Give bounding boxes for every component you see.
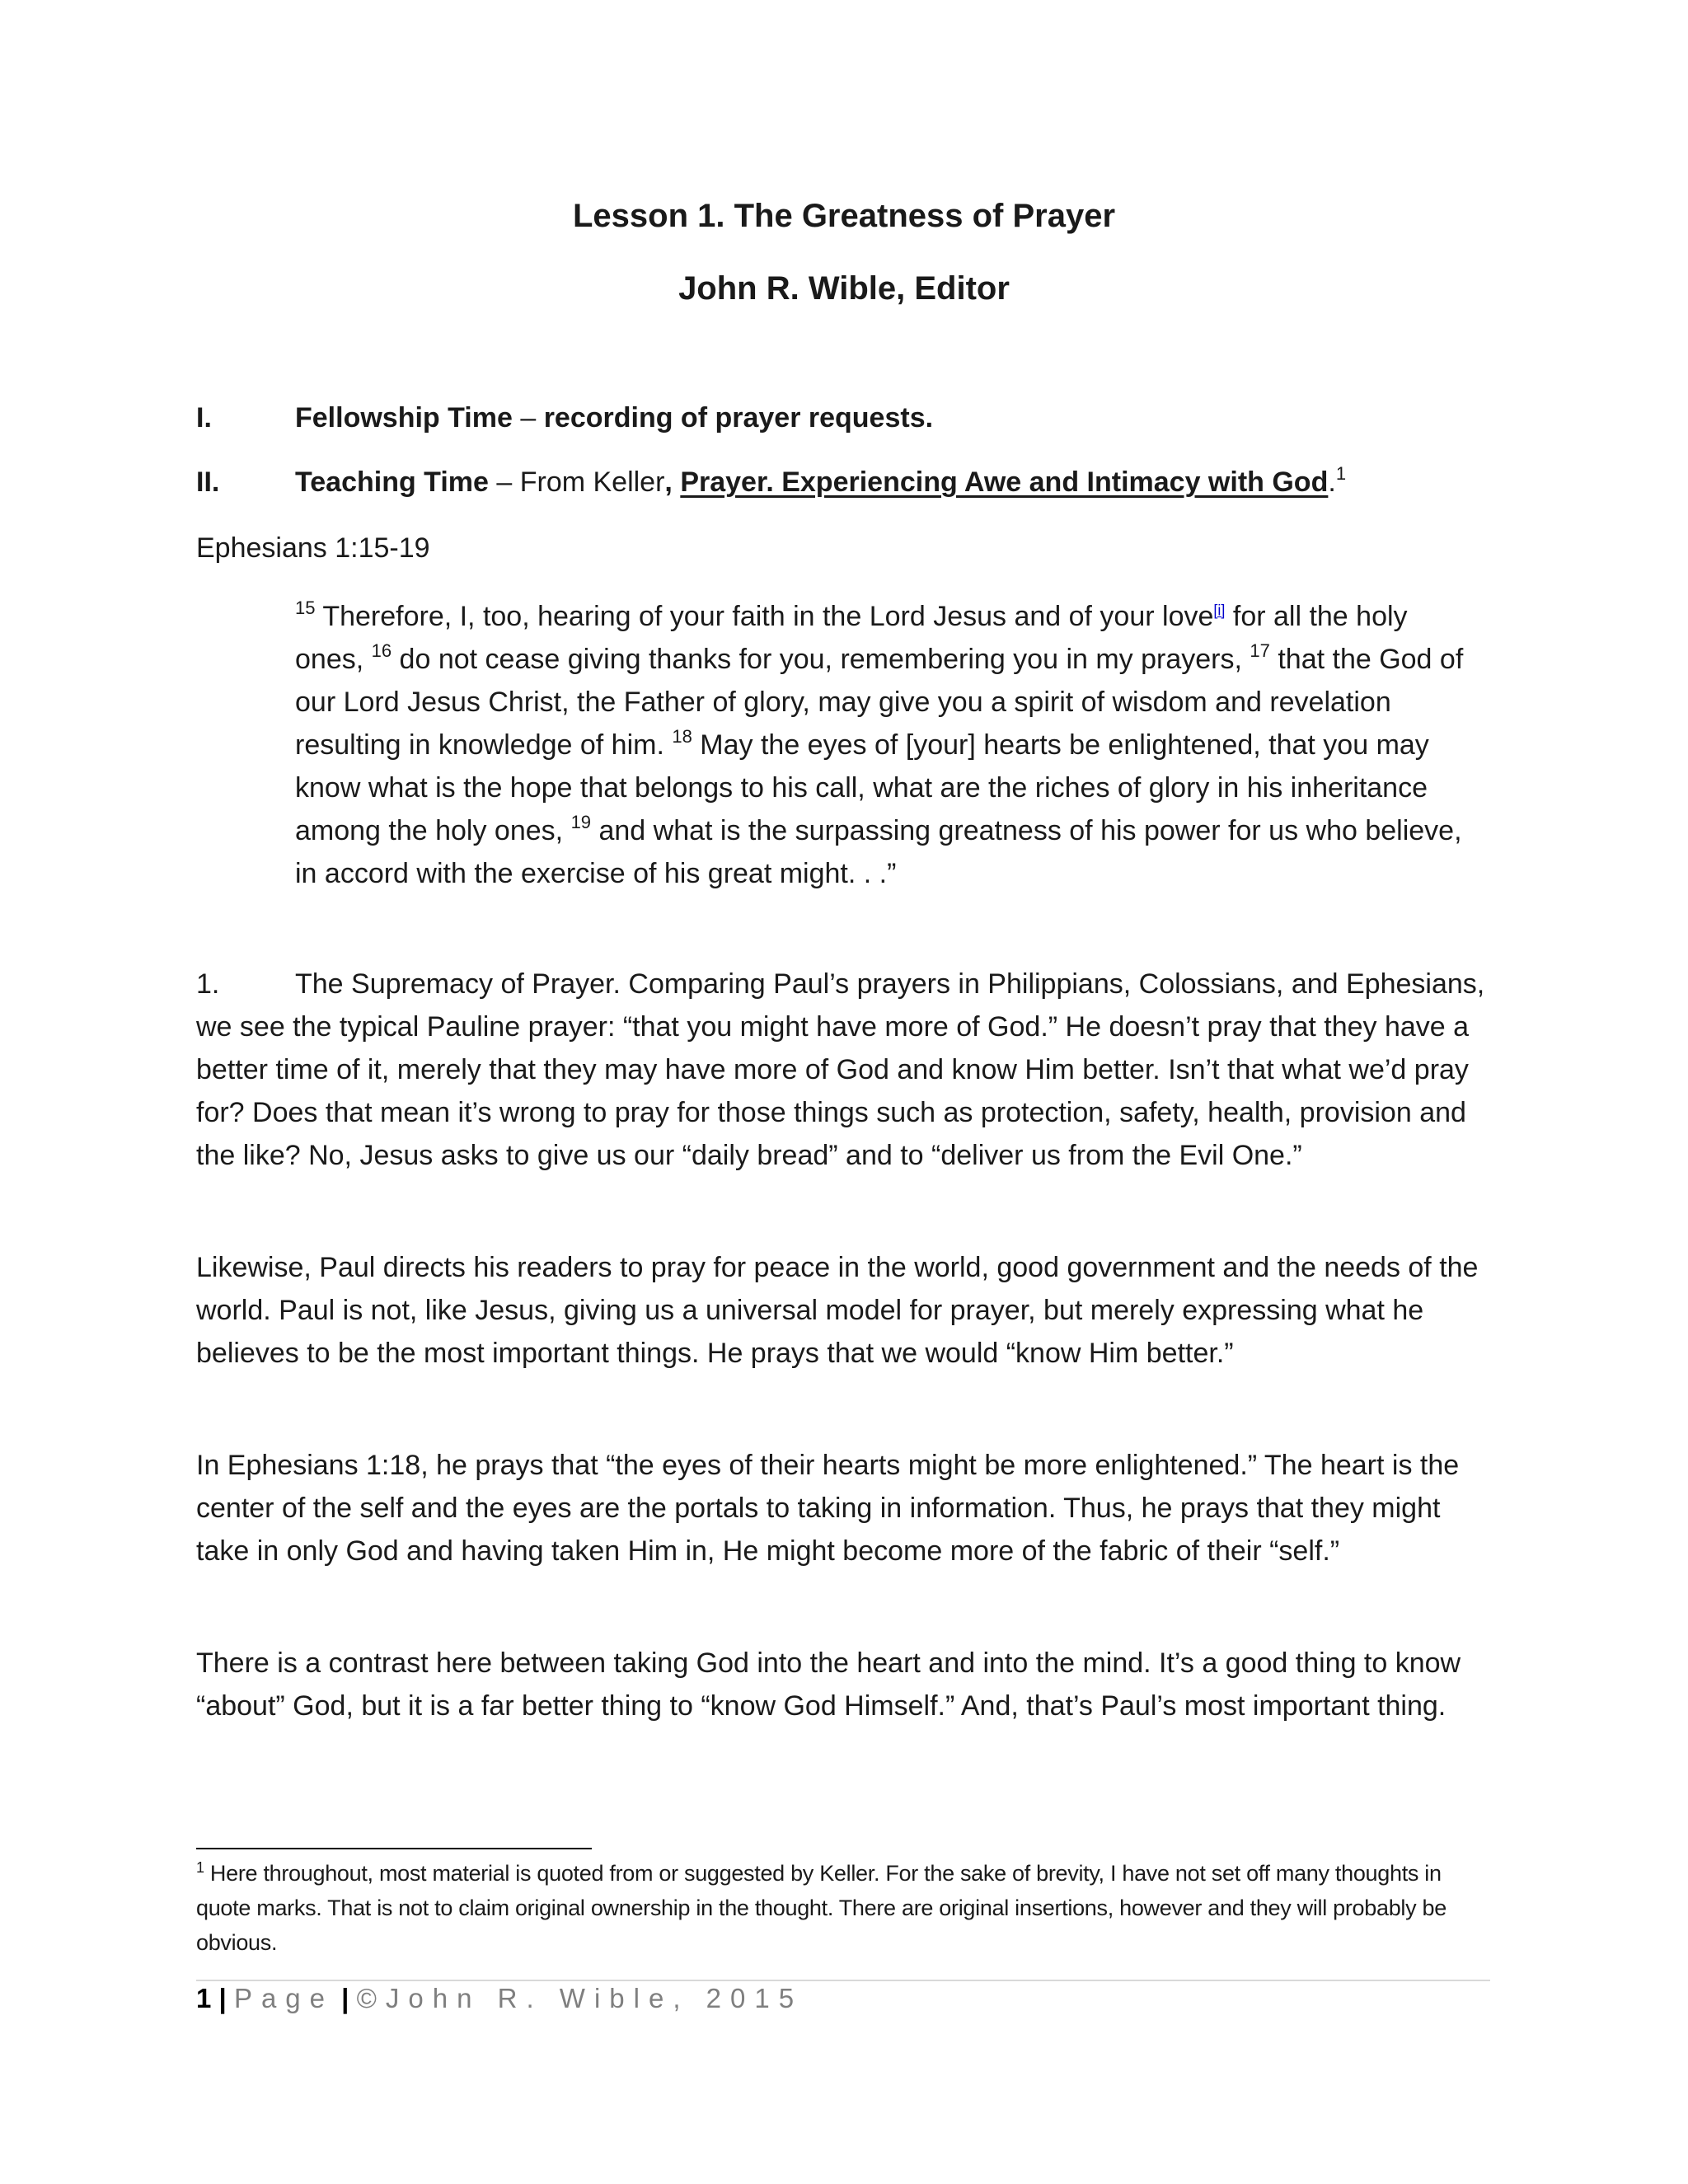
outline-label: Teaching Time	[295, 466, 489, 498]
verse-number: 15	[295, 597, 316, 618]
verse-number: 16	[371, 640, 392, 661]
paragraph-eyes-of-hearts: In Ephesians 1:18, he prays that “the eyes of their hearts might be more enlightened.” The heart is the center of the self and the eyes are the portals to taking in information. Thus, he prays that they might take in only God and having taken Him in, He might become more of the fabric of their “self.”	[196, 1450, 1460, 1567]
footnote-reference[interactable]: 1	[1335, 462, 1347, 484]
scripture-quote	[295, 595, 1482, 895]
page-label: Page	[233, 1983, 335, 2013]
copyright-notice: ©John R. Wible, 2015	[356, 1983, 804, 2013]
outline-source: – From Keller	[488, 466, 665, 498]
verse-number: 17	[1250, 640, 1270, 661]
paragraph-number: 1.	[196, 968, 220, 1000]
footer-separator: |	[211, 1983, 234, 2013]
paragraph-supremacy	[196, 963, 1489, 1177]
outline-detail: recording of prayer requests.	[543, 402, 934, 434]
endnote-link[interactable]: [i]	[1213, 602, 1226, 619]
verse-number: 18	[672, 725, 692, 747]
verse-text: Therefore, I, too, hearing of your faith in the Lord Jesus and of your love	[315, 601, 1214, 632]
editor-line: John R. Wible, Editor	[678, 270, 1010, 307]
scripture-reference: Ephesians 1:15-19	[196, 532, 430, 564]
footnote-text: Here throughout, most material is quoted from or suggested by Keller. For the sake of brevity, I have not set off many thoughts in quote marks. That is not to claim original ownership in the thought. There are original insertions, however and they will probably be obvious.	[196, 1861, 1447, 1955]
footnote	[196, 1856, 1490, 1960]
outline-period: .	[1328, 466, 1336, 498]
paragraph-contrast: There is a contrast here between taking God into the heart and into the mind. It’s a good thing to know “about” God, but it is a far better thing to “know God Himself.” And, that’s Paul’s most important thing.	[196, 1647, 1461, 1722]
outline-numeral: I.	[196, 402, 212, 434]
page-number: 1	[196, 1983, 212, 2013]
footer-separator: |	[334, 1983, 357, 2013]
lesson-title: Lesson 1. The Greatness of Prayer	[572, 198, 1116, 234]
paragraph-likewise: Likewise, Paul directs his readers to pray for peace in the world, good government and the needs of the world. Paul is not, like Jesus, giving us a universal model for prayer, but merely expressing what he believes to be the most important things. He prays that we would “know Him better.”	[196, 1252, 1479, 1369]
verse-text: that the God of our Lord Jesus Christ, the Father of glory, may give you a spirit of wisdom and revelation resulting in knowledge of him.	[295, 644, 1464, 761]
book-title: Prayer. Experiencing Awe and Intimacy with God	[680, 466, 1329, 498]
outline-comma: ,	[664, 466, 681, 498]
page-footer	[196, 1983, 803, 2014]
footnote-mark: 1	[196, 1859, 204, 1876]
footer-rule	[196, 1980, 1490, 1981]
verse-text: do not cease giving thanks for you, remembering you in my prayers,	[392, 644, 1250, 675]
verse-text: for all the holy ones,	[295, 601, 1408, 675]
outline-dash: –	[512, 402, 544, 434]
outline-label: Fellowship Time	[295, 402, 513, 434]
footnote-separator	[196, 1848, 592, 1849]
verse-text: May the eyes of [your] hearts be enlightened, that you may know what is the hope that belongs to his call, what are the riches of glory in his inheritance among the holy ones,	[295, 729, 1429, 846]
verse-number: 19	[570, 811, 592, 832]
verse-text: and what is the surpassing greatness of his power for us who believe, in accord with the exercise of his great might. . .”	[295, 815, 1462, 889]
outline-numeral: II.	[196, 466, 220, 498]
paragraph-text: The Supremacy of Prayer. Comparing Paul’s prayers in Philippians, Colossians, and Ephesians, we see the typical Pauline prayer: “that you might have more of God.” He doesn’t pray that they have a better time of it, merely that they may have more of God and know Him better. Isn’t that what we’d pray for? Does that mean it’s wrong to pray for those things such as protection, safety, health, provision and the like? No, Jesus asks to give us our “daily bread” and to “deliver us from the Evil One.”	[196, 968, 1485, 1171]
